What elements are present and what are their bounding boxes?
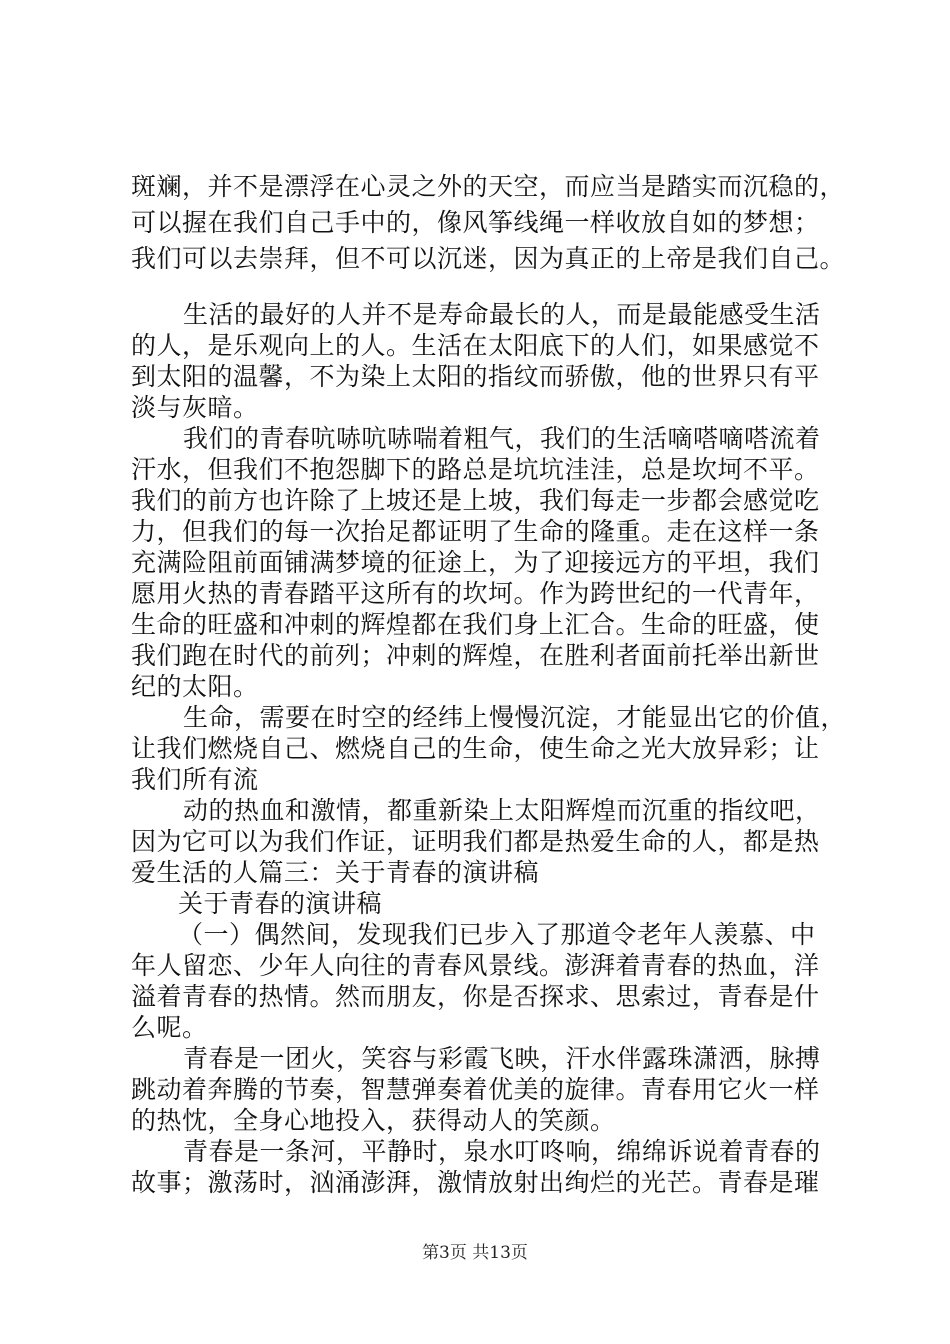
text-line: 的热忱，全身心地投入，获得动人的笑颜。	[131, 1106, 616, 1135]
text-line: 让我们燃烧自己、燃烧自己的生命，使生命之光大放异彩；让	[131, 734, 820, 763]
text-line: 溢着青春的热情。然而朋友，你是否探求、思索过，青春是什	[131, 982, 820, 1011]
text-line: 汗水，但我们不抱怨脚下的路总是坑坑洼洼，总是坎坷不平。	[131, 455, 820, 484]
text-line: 动的热血和激情，都重新染上太阳辉煌而沉重的指纹吧，	[183, 796, 821, 825]
text-line: 因为它可以为我们作证，证明我们都是热爱生命的人，都是热	[131, 827, 820, 856]
text-line: 愿用火热的青春踏平这所有的坎坷。作为跨世纪的一代青年，	[131, 579, 820, 608]
text-line: 到太阳的温馨，不为染上太阳的指纹而骄傲，他的世界只有平	[131, 362, 820, 391]
text-line: 么呢。	[131, 1013, 208, 1042]
text-line: 我们的前方也许除了上坡还是上坡，我们每走一步都会感觉吃	[131, 486, 820, 515]
text-line: 淡与灰暗。	[131, 393, 259, 422]
text-line: 生命，需要在时空的经纬上慢慢沉淀，才能显出它的价值，	[183, 703, 847, 732]
text-line: 我们所有流	[131, 765, 259, 794]
text-line: （一）偶然间，发现我们已步入了那道令老年人羡慕、中	[178, 920, 816, 949]
text-line: 年人留恋、少年人向往的青春风景线。澎湃着青春的热血，洋	[131, 951, 820, 980]
text-line: 爱生活的人篇三：关于青春的演讲稿	[131, 858, 540, 887]
text-line: 可以握在我们自己手中的，像风筝线绳一样收放自如的梦想；	[131, 208, 820, 237]
page-number-footer: 第3页 共13页	[422, 1243, 528, 1263]
text-line: 生命的旺盛和冲刺的辉煌都在我们身上汇合。生命的旺盛，使	[131, 610, 820, 639]
text-line: 故事；激荡时，汹涌澎湃，激情放射出绚烂的光芒。青春是璀	[131, 1168, 820, 1197]
text-line: 跳动着奔腾的节奏，智慧弹奏着优美的旋律。青春用它火一样	[131, 1075, 820, 1104]
text-line: 我们的青春吭哧吭哧喘着粗气，我们的生活嘀嗒嘀嗒流着	[183, 424, 821, 453]
text-line: 充满险阻前面铺满梦境的征途上，为了迎接远方的平坦，我们	[131, 548, 820, 577]
text-line: 生活的最好的人并不是寿命最长的人，而是最能感受生活	[183, 300, 821, 329]
text-line: 斑斓，并不是漂浮在心灵之外的天空，而应当是踏实而沉稳的，	[131, 172, 846, 201]
text-line: 青春是一条河，平静时，泉水叮咚响，绵绵诉说着青春的	[183, 1137, 821, 1166]
text-line: 青春是一团火，笑容与彩霞飞映，汗水伴露珠潇洒，脉搏	[183, 1044, 821, 1073]
text-line: 我们跑在时代的前列；冲刺的辉煌，在胜利者面前托举出新世	[131, 641, 820, 670]
section-heading: 关于青春的演讲稿	[178, 889, 383, 918]
text-line: 的人，是乐观向上的人。生活在太阳底下的人们，如果感觉不	[131, 331, 820, 360]
text-line: 力，但我们的每一次抬足都证明了生命的隆重。走在这样一条	[131, 517, 820, 546]
text-line: 我们可以去崇拜，但不可以沉迷，因为真正的上帝是我们自己。	[131, 244, 846, 273]
text-line: 纪的太阳。	[131, 672, 259, 701]
